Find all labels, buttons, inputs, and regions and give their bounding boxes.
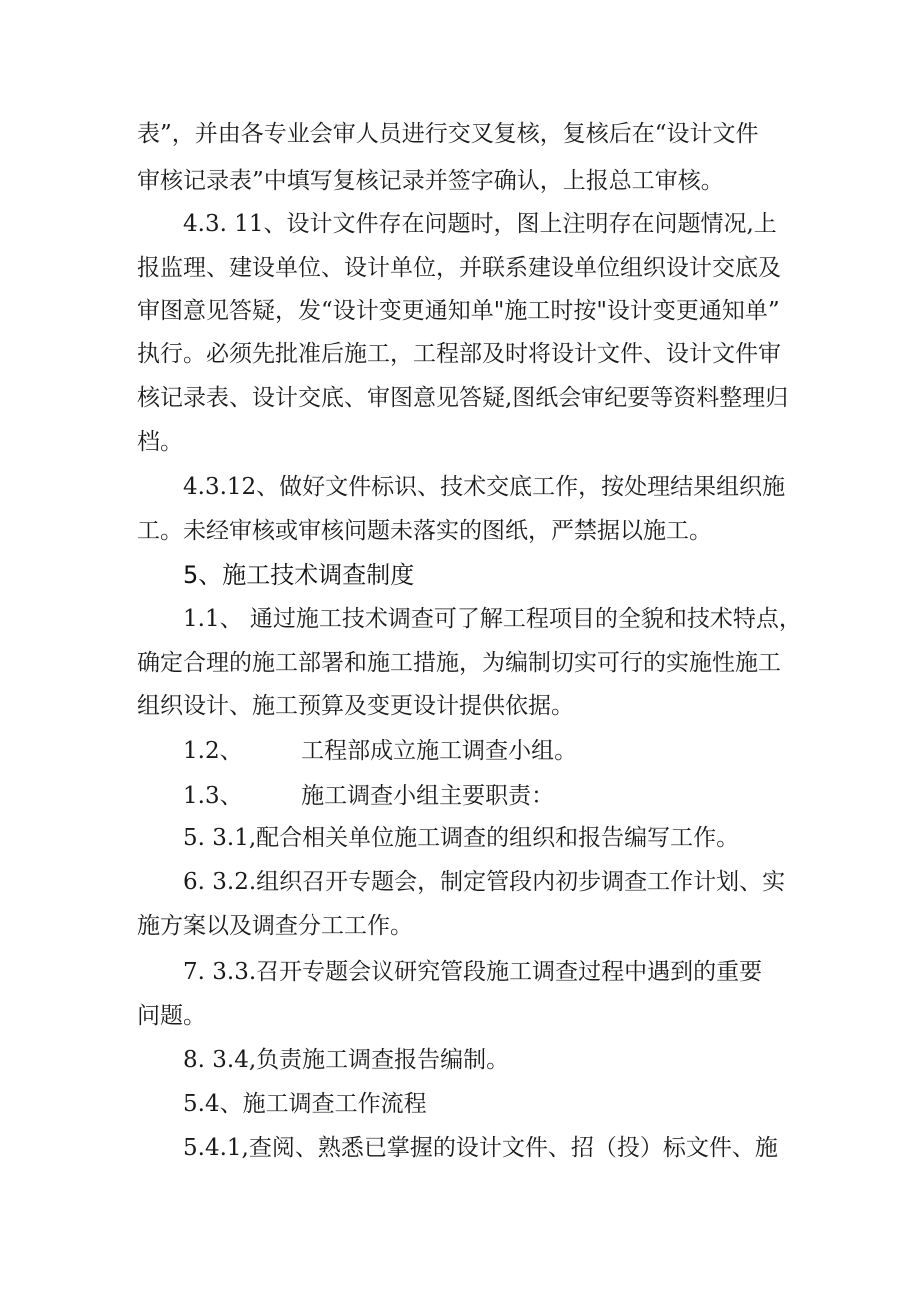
text-line: 1.2、 工程部成立施工调查小组。 xyxy=(183,738,578,764)
text-line: 8. 3.4,负责施工调查报告编制。 xyxy=(183,1047,510,1073)
text-line: 档。 xyxy=(137,429,183,455)
text-line: 表”，并由各专业会审人员进行交叉复核，复核后在“设计文件 xyxy=(137,121,759,147)
text-line: 报监理、建设单位、设计单位，并联系建设单位组织设计交底及 xyxy=(137,255,781,281)
text-line: 4.3.12、做好文件标识、技术交底工作，按处理结果组织施 xyxy=(183,474,786,500)
text-line: 1.3、 施工调查小组主要职责： xyxy=(183,783,555,809)
text-line: 审图意见答疑，发“设计变更通知单"施工时按"设计变更通知单” xyxy=(137,298,780,324)
section-subheading: 5.4、施工调查工作流程 xyxy=(183,1091,427,1117)
text-line: 7. 3.3.召开专题会议研究管段施工调查过程中遇到的重要 xyxy=(183,959,763,985)
text-line: 4.3. 11、设计文件存在问题时，图上注明存在问题情况,上 xyxy=(183,211,777,237)
text-line: 工。未经审核或审核问题未落实的图纸，严禁据以施工。 xyxy=(137,518,712,544)
text-line: 5.4.1,查阅、熟悉已掌握的设计文件、招（投）标文件、施 xyxy=(183,1135,778,1161)
text-line: 1.1、 通过施工技术调查可了解工程项目的全貌和技术特点， xyxy=(183,606,802,632)
text-line: 施方案以及调查分工工作。 xyxy=(137,913,413,939)
text-line: 执行。必须先批准后施工，工程部及时将设计文件、设计文件审 xyxy=(137,341,781,367)
text-line: 确定合理的施工部署和施工措施，为编制切实可行的实施性施工 xyxy=(137,650,781,676)
text-line: 6. 3.2.组织召开专题会，制定管段内初步调查工作计划、实 xyxy=(183,869,786,895)
text-line: 问题。 xyxy=(137,1003,206,1029)
text-line: 组织设计、施工预算及变更设计提供依据。 xyxy=(137,693,574,719)
text-line: 核记录表、设计交底、审图意见答疑,图纸会审纪要等资料整理归 xyxy=(137,385,789,411)
text-line: 审核记录表”中填写复核记录并签字确认，上报总工审核。 xyxy=(137,168,724,194)
section-heading: 5、施工技术调查制度 xyxy=(183,561,415,589)
text-line: 5. 3.1,配合相关单位施工调查的组织和报告编写工作。 xyxy=(183,825,740,851)
